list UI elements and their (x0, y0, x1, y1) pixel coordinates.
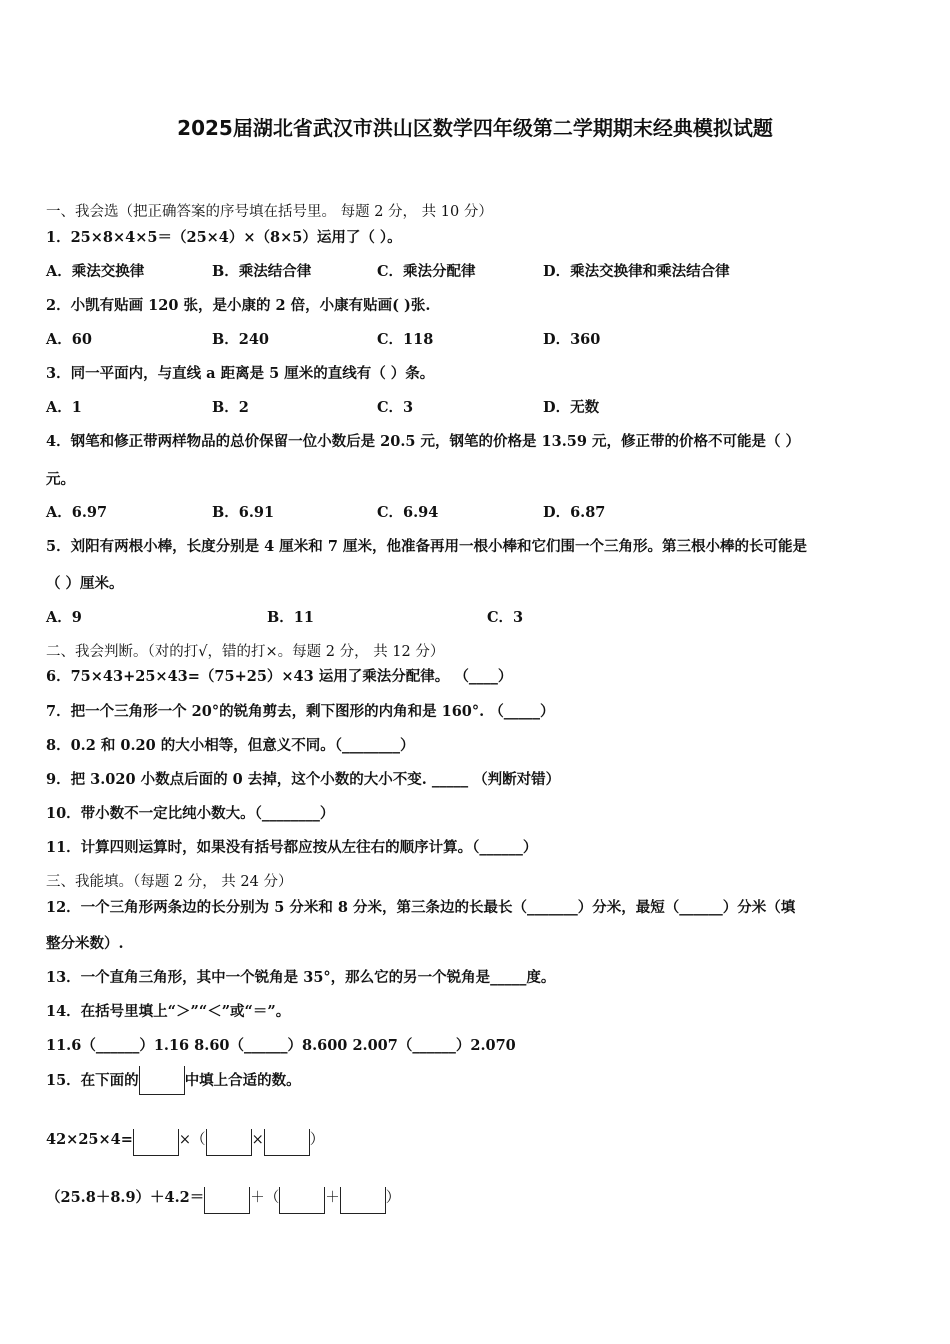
eq2-left: （25.8＋8.9）＋4.2＝ (46, 1189, 205, 1206)
question-2: 2．小凯有贴画 120 张，是小康的 2 倍，小康有贴画( )张. (46, 297, 431, 314)
q2-option-c: C．118 (377, 331, 434, 348)
q15-intro-a: 15．在下面的 (46, 1072, 139, 1089)
eq1-left: 42×25×4= (46, 1131, 133, 1148)
section-3-heading: 三、我能填。（每题 2 分， 共 24 分） (46, 874, 293, 890)
question-13: 13．一个直角三角形，其中一个锐角是 35°，那么它的另一个锐角是_____度。 (46, 969, 556, 986)
question-12: 12．一个三角形两条边的长分别为 5 分米和 8 分米，第三条边的长最长（_______）分米，最短（______）分米（填 (46, 899, 796, 916)
q4-option-d: D．6.87 (543, 504, 606, 521)
q15-equation-2 (46, 1184, 400, 1212)
q2-option-b: B．240 (212, 331, 270, 348)
eq2-box-2[interactable] (279, 1187, 325, 1214)
q15-equation-1 (46, 1126, 324, 1154)
question-15 (46, 1066, 301, 1095)
q5-option-c: C．3 (487, 609, 524, 626)
q2-option-a: A．60 (46, 331, 92, 348)
q15-intro-b: 中填上合适的数。 (184, 1072, 301, 1089)
page-title: 2025届湖北省武汉市洪山区数学四年级第二学期期末经典模拟试题 (177, 116, 773, 140)
q1-option-c: C．乘法分配律 (377, 263, 476, 280)
q3-option-b: B．2 (212, 399, 249, 416)
eq2-plus: ＋ (325, 1190, 340, 1206)
eq1-box-1[interactable] (133, 1129, 179, 1156)
question-8: 8．0.2 和 0.20 的大小相等，但意义不同。（________） (46, 737, 415, 754)
question-3: 3．同一平面内，与直线 a 距离是 5 厘米的直线有（ ）条。 (46, 365, 435, 382)
question-9: 9．把 3.020 小数点后面的 0 去掉，这个小数的大小不变. _____ （判断对错） (46, 771, 561, 788)
eq1-box-2[interactable] (206, 1129, 252, 1156)
q1-option-a: A．乘法交换律 (46, 263, 145, 280)
q1-option-d: D．乘法交换律和乘法结合律 (543, 263, 730, 280)
q15-sample-box (139, 1066, 185, 1095)
question-4: 4．钢笔和修正带两样物品的总价保留一位小数后是 20.5 元，钢笔的价格是 13.59 元，修正带的价格不可能是（ ） (46, 433, 801, 450)
question-5: 5．刘阳有两根小棒，长度分别是 4 厘米和 7 厘米，他准备再用一根小棒和它们围一个三角形。第三根小棒的长可能是 (46, 538, 807, 555)
question-12-cont: 整分米数）. (46, 935, 124, 952)
q4-option-b: B．6.91 (212, 504, 275, 521)
section-2-heading: 二、我会判断。（对的打√，错的打×。每题 2 分， 共 12 分） (46, 644, 445, 660)
eq1-times: × (251, 1132, 264, 1148)
q3-option-a: A．1 (46, 399, 82, 416)
q4-option-a: A．6.97 (46, 504, 108, 521)
q1-option-b: B．乘法结合律 (212, 263, 312, 280)
question-14: 14．在括号里填上“＞”“＜”或“＝”。 (46, 1003, 291, 1020)
q4-option-c: C．6.94 (377, 504, 439, 521)
eq2-close: ） (385, 1190, 401, 1206)
q2-option-d: D．360 (543, 331, 601, 348)
question-1: 1．25×8×4×5＝（25×4）×（8×5）运用了（ ）。 (46, 229, 402, 246)
question-10: 10．带小数不一定比纯小数大。（________） (46, 805, 335, 822)
eq2-box-3[interactable] (340, 1187, 386, 1214)
question-4-cont: 元。 (46, 471, 75, 488)
q5-option-b: B．11 (267, 609, 314, 626)
eq1-close: ） (309, 1132, 325, 1148)
eq1-box-3[interactable] (264, 1129, 310, 1156)
question-14-comparisons: 11.6（______）1.16 8.60（______）8.600 2.007（______）2.070 (46, 1037, 516, 1054)
question-6: 6．75×43+25×43=（75+25）×43 运用了乘法分配律。 （____） (46, 668, 513, 685)
question-11: 11．计算四则运算时，如果没有括号都应按从左往右的顺序计算。（______） (46, 839, 538, 856)
question-5-cont: （ ）厘米。 (46, 575, 124, 592)
question-7: 7．把一个三角形一个 20°的锐角剪去，剩下图形的内角和是 160°. （_____） (46, 703, 555, 720)
eq2-box-1[interactable] (204, 1187, 250, 1214)
eq1-times-open: ×（ (178, 1132, 206, 1148)
eq2-plus-open: ＋（ (250, 1190, 280, 1206)
section-1-heading: 一、我会选（把正确答案的序号填在括号里。 每题 2 分， 共 10 分） (46, 204, 493, 220)
q3-option-c: C．3 (377, 399, 414, 416)
q5-option-a: A．9 (46, 609, 82, 626)
q3-option-d: D．无数 (543, 399, 600, 416)
